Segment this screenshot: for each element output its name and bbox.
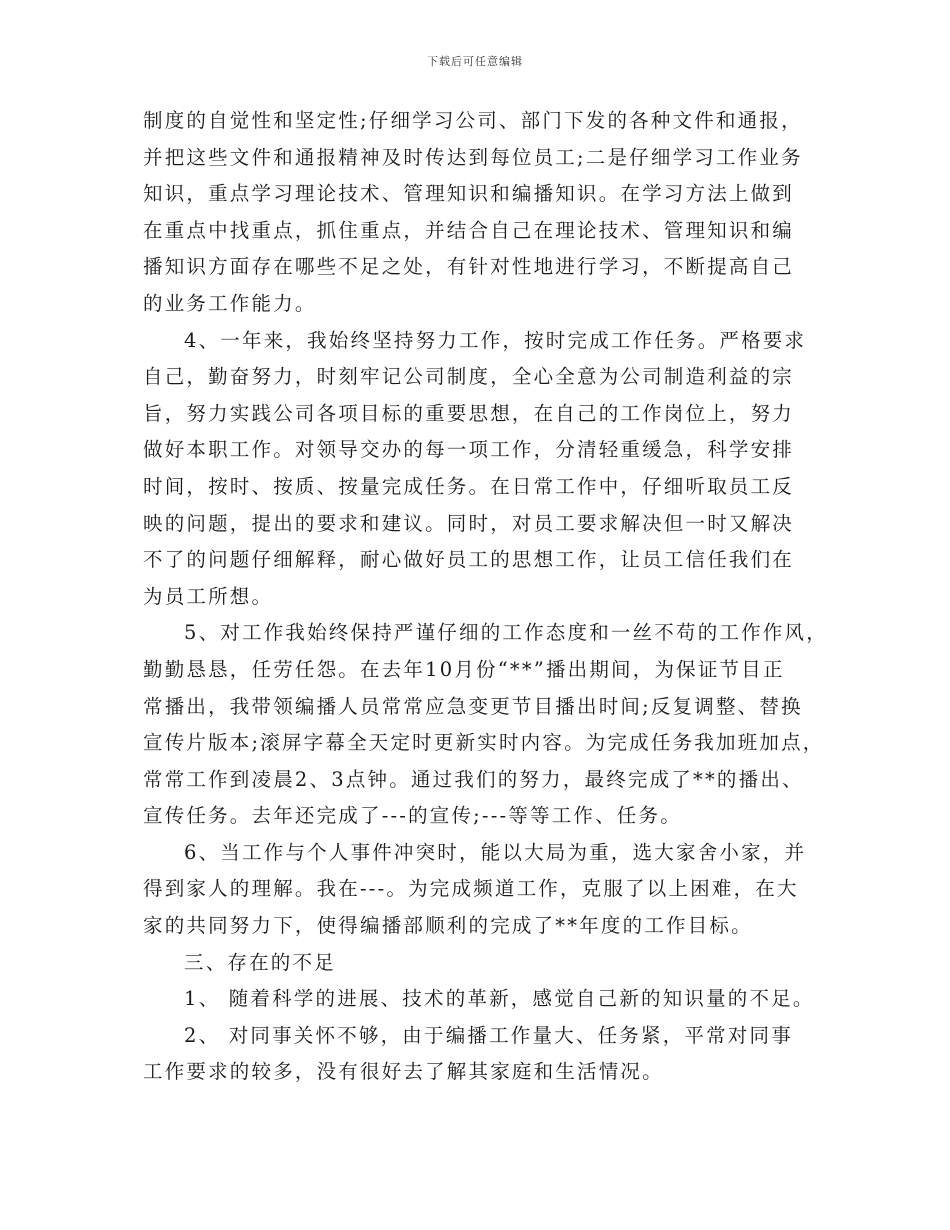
text-line: 播知识方面存在哪些不足之处，有针对性地进行学习，不断提高自己 (143, 255, 795, 279)
text-line: 为员工所想。 (143, 584, 274, 608)
text-line: 1、 随着科学的进展、技术的革新，感觉自己新的知识量的不足。 (184, 987, 815, 1011)
text-line: 得到家人的理解。我在---。为完成频道工作，克服了以上困难，在大 (143, 877, 799, 901)
text-line: 宣传任务。去年还完成了---的宣传;---等等工作、任务。 (143, 804, 682, 828)
text-line: 映的问题，提出的要求和建议。同时，对员工要求解决但一时又解决 (143, 511, 795, 535)
text-line: 6、当工作与个人事件冲突时，能以大局为重，选大家舍小家，并 (184, 840, 807, 864)
text-line: 三、存在的不足 (184, 950, 336, 974)
text-line: 工作要求的较多，没有很好去了解其家庭和生活情况。 (143, 1060, 664, 1084)
text-line: 制度的自觉性和坚定性;仔细学习公司、部门下发的各种文件和通报， (143, 109, 803, 132)
text-line: 时间，按时、按质、按量完成任务。在日常工作中，仔细听取员工反 (143, 474, 795, 498)
text-line: 4、一年来，我始终坚持努力工作，按时完成工作任务。严格要求 (184, 328, 807, 352)
text-line: 家的共同努力下，使得编播部顺利的完成了**年度的工作目标。 (143, 914, 753, 938)
text-line: 常播出，我带领编播人员常常应急变更节目播出时间;反复调整、替换 (143, 694, 803, 718)
text-line: 常常工作到凌晨2、3点钟。通过我们的努力，最终完成了**的播出、 (143, 767, 804, 791)
text-line: 5、对工作我始终保持严谨仔细的工作态度和一丝不苟的工作作风， (184, 621, 828, 645)
text-line: 做好本职工作。对领导交办的每一项工作，分清轻重缓急，科学安排 (143, 438, 795, 462)
text-line: 并把这些文件和通报精神及时传达到每位员工;二是仔细学习工作业务 (143, 145, 803, 169)
text-line: 在重点中找重点，抓住重点，并结合自己在理论技术、管理知识和编 (143, 218, 795, 242)
text-line: 2、 对同事关怀不够，由于编播工作量大、任务紧，平常对同事 (184, 1023, 793, 1047)
text-line: 宣传片版本;滚屏字幕全天定时更新实时内容。为完成任务我加班加点， (143, 731, 825, 755)
text-line: 的业务工作能力。 (143, 291, 317, 315)
text-line: 旨，努力实践公司各项目标的重要思想，在自己的工作岗位上，努力 (143, 401, 795, 425)
text-line: 不了的问题仔细解释，耐心做好员工的思想工作，让员工信任我们在 (143, 548, 795, 572)
text-line: 知识，重点学习理论技术、管理知识和编播知识。在学习方法上做到 (143, 182, 795, 206)
document-body (143, 103, 828, 1091)
page-header: 下载后可任意编辑 (427, 55, 523, 68)
text-line: 自己，勤奋努力，时刻牢记公司制度，全心全意为公司制造利益的宗 (143, 365, 795, 389)
text-line: 勤勤恳恳，任劳任怨。在去年10月份“**”播出期间，为保证节目正 (143, 657, 785, 681)
